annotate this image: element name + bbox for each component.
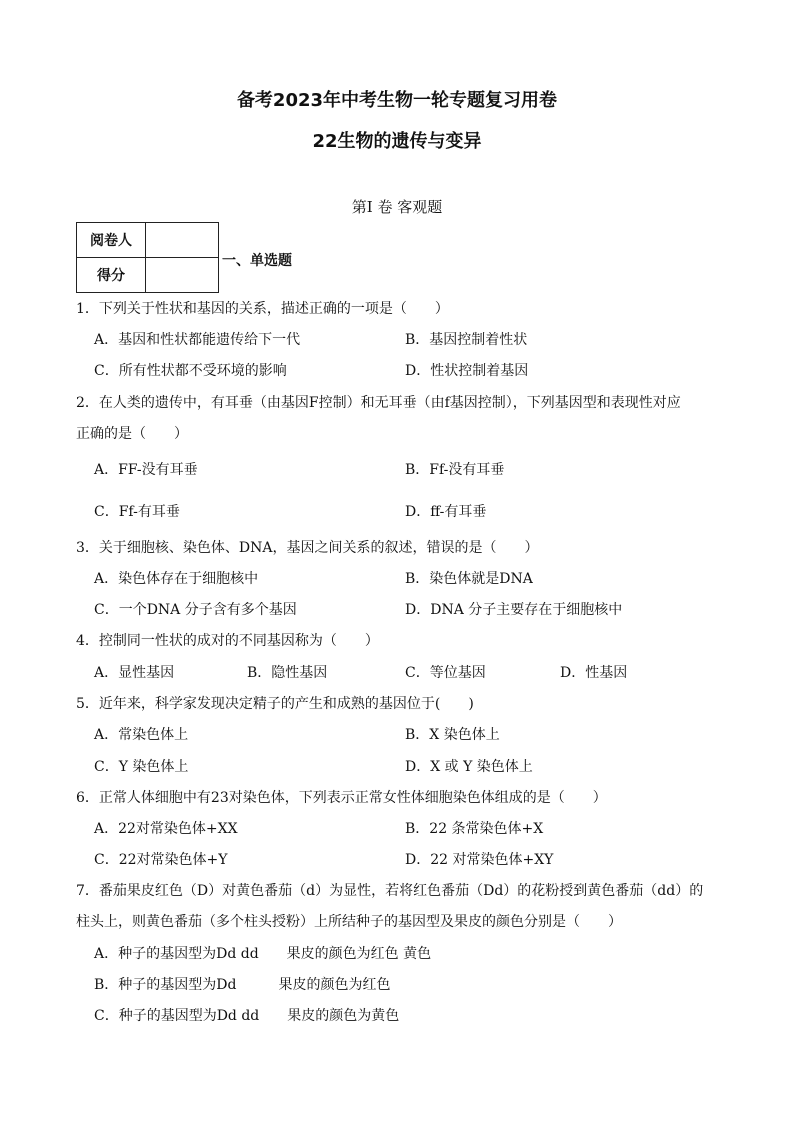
question-6-option-b: B．22 条常染色体+X	[405, 821, 544, 837]
score-value	[146, 258, 219, 293]
question-4-option-b: B．隐性基因	[247, 665, 328, 681]
question-3-option-a: A．染色体存在于细胞核中	[94, 571, 259, 587]
question-4-option-c: C．等位基因	[405, 665, 486, 681]
question-2-option-a: A．FF-没有耳垂	[94, 462, 198, 478]
question-1-option-d: D．性状控制着基因	[405, 363, 529, 379]
question-2-option-d: D．ff-有耳垂	[405, 504, 487, 520]
question-6-option-c: C．22对常染色体+Y	[94, 852, 228, 868]
question-7-option-b: B．种子的基因型为Dd 果皮的颜色为红色	[94, 977, 391, 993]
question-7-stem-cont: 柱头上，则黄色番茄（多个柱头授粉）上所结种子的基因型及果皮的颜色分别是（ ）	[76, 914, 622, 930]
question-3-option-d: D．DNA 分子主要存在于细胞核中	[405, 602, 623, 618]
question-1-option-c: C．所有性状都不受环境的影响	[94, 363, 287, 379]
question-3-option-c: C．一个DNA 分子含有多个基因	[94, 602, 297, 618]
question-4-stem: 4．控制同一性状的成对的不同基因称为（ ）	[76, 633, 379, 649]
score-table	[76, 222, 219, 293]
question-2-option-c: C．Ff-有耳垂	[94, 504, 180, 520]
question-6-stem: 6．正常人体细胞中有23对染色体，下列表示正常女性体细胞染色体组成的是（ ）	[76, 790, 607, 806]
question-7-option-c: C．种子的基因型为Dd dd 果皮的颜色为黄色	[94, 1008, 400, 1024]
question-3-option-b: B．染色体就是DNA	[405, 571, 533, 587]
exam-subtitle: 22生物的遗传与变异	[312, 131, 482, 152]
question-2-option-b: B．Ff-没有耳垂	[405, 462, 505, 478]
exam-title: 备考2023年中考生物一轮专题复习用卷	[236, 90, 558, 111]
question-7-option-a: A．种子的基因型为Dd dd 果皮的颜色为红色 黄色	[94, 946, 432, 962]
question-5-option-d: D．X 或 Y 染色体上	[405, 759, 533, 775]
reviewer-value	[146, 223, 219, 258]
question-7-stem: 7．番茄果皮红色（D）对黄色番茄（d）为显性，若将红色番茄（Dd）的花粉授到黄色番茄（dd）的	[76, 883, 704, 899]
question-5-option-c: C．Y 染色体上	[94, 759, 189, 775]
question-1-option-b: B．基因控制着性状	[405, 332, 528, 348]
question-1-option-a: A．基因和性状都能遗传给下一代	[94, 332, 301, 348]
question-2-stem-cont: 正确的是（ ）	[76, 426, 188, 442]
question-1-stem: 1．下列关于性状和基因的关系，描述正确的一项是（ ）	[76, 301, 449, 317]
question-5-option-a: A．常染色体上	[94, 727, 189, 743]
question-5-stem: 5．近年来，科学家发现决定精子的产生和成熟的基因位于( )	[76, 696, 474, 712]
question-6-option-a: A．22对常染色体+XX	[94, 821, 238, 837]
question-2-stem: 2．在人类的遗传中，有耳垂（由基因F控制）和无耳垂（由f基因控制），下列基因型和表现性对应	[76, 395, 681, 411]
question-type-heading: 一、单选题	[222, 253, 292, 269]
reviewer-label: 阅卷人	[77, 223, 146, 258]
section-label: 第Ⅰ 卷 客观题	[351, 198, 443, 216]
question-4-option-d: D．性基因	[560, 665, 628, 681]
question-4-option-a: A．显性基因	[94, 665, 175, 681]
question-5-option-b: B．X 染色体上	[405, 727, 500, 743]
question-6-option-d: D．22 对常染色体+XY	[405, 852, 554, 868]
question-3-stem: 3．关于细胞核、染色体、DNA，基因之间关系的叙述，错误的是（ ）	[76, 540, 539, 556]
score-label: 得分	[77, 258, 146, 293]
